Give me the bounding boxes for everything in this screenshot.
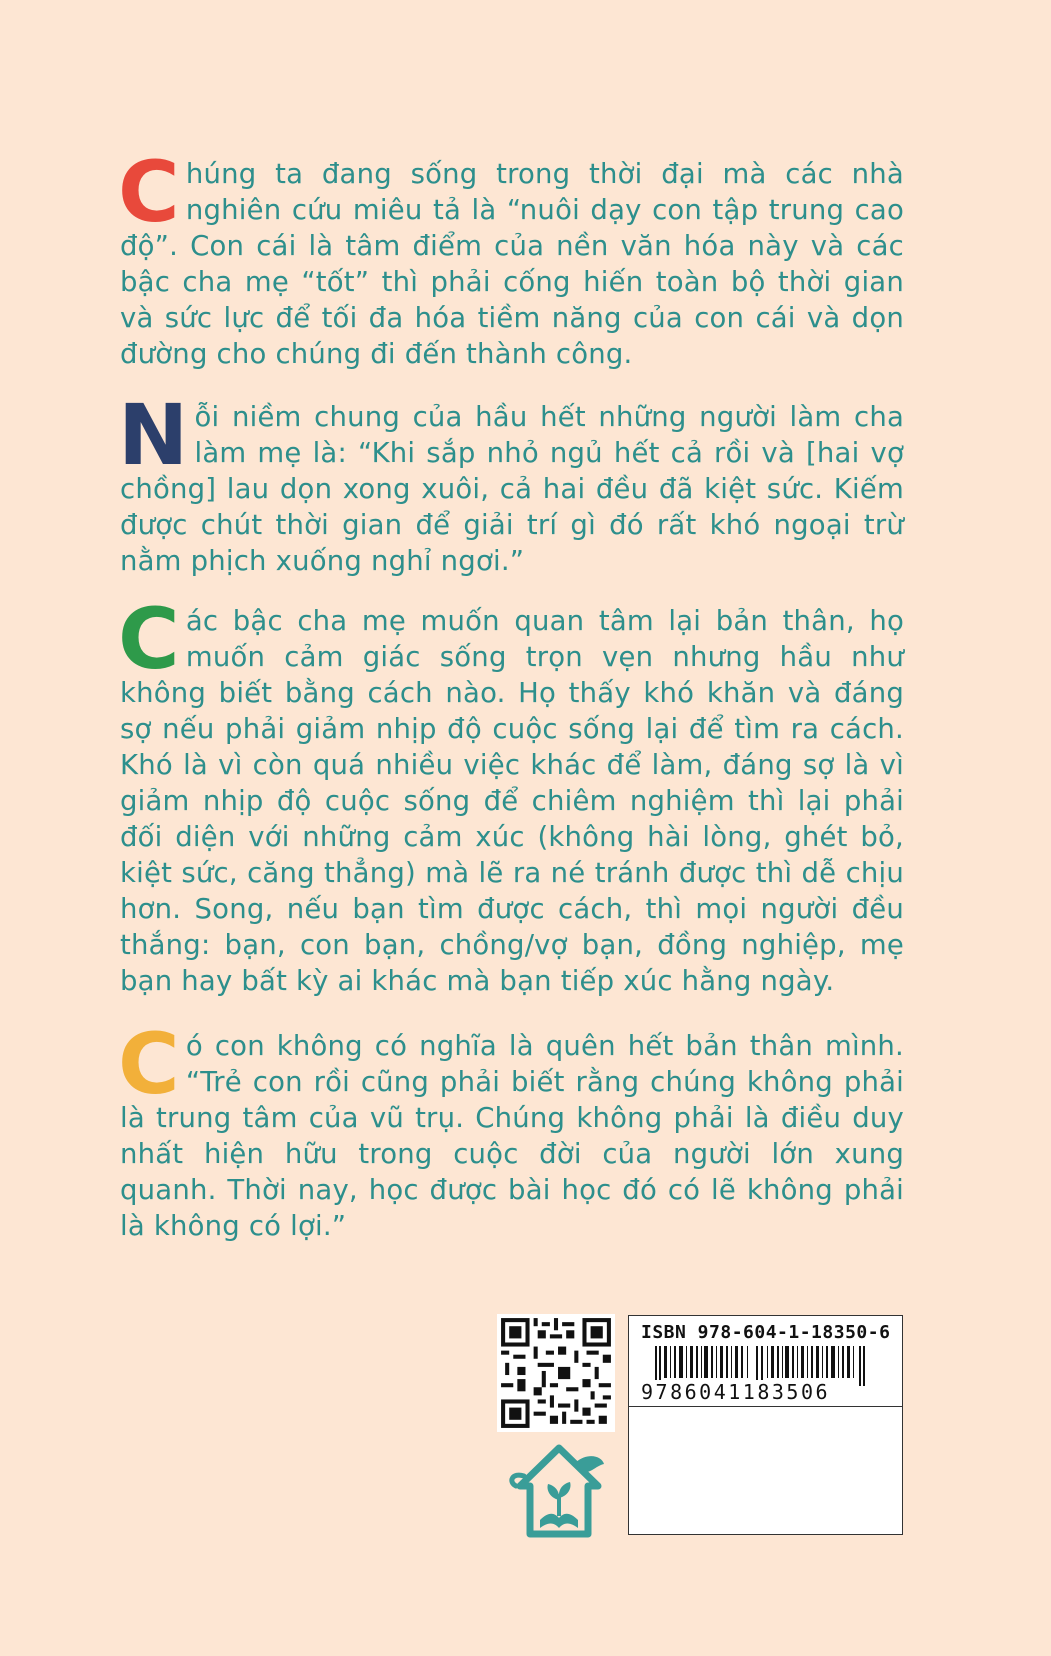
paragraph-2 — [118, 386, 904, 579]
paragraph-4 — [118, 1015, 904, 1244]
paragraph-3-text: ác bậc cha mẹ muốn quan tâm lại bản thân, họ muốn cảm giác sống trọn vẹn nhưng hầu như không biết bằng cách nào. Họ thấy khó khăn và đáng sợ nếu phải giảm nhịp độ cuộc sống lại để tìm ra cách. Khó là vì còn quá nhiều việc khác để làm, đáng sợ là vì giảm nhịp độ cuộc sống để chiêm nghiệm thì lại phải đối diện với những cảm xúc (không hài lòng, ghét bỏ, kiệt sức, căng thẳng) mà lẽ ra né tránh được thì dễ chịu hơn. Song, nếu bạn tìm được cách, thì mọi người đều thắng: bạn, con bạn, chồng/vợ bạn, đồng nghiệp, mẹ bạn hay bất kỳ ai khác mà bạn tiếp xúc hằng ngày. — [120, 605, 904, 997]
dropcap-4: C — [118, 1015, 180, 1113]
dropcap-2: N — [118, 386, 189, 484]
publisher-logo-icon — [506, 1442, 612, 1546]
paragraph-2-text: ỗi niềm chung của hầu hết những người làm cha làm mẹ là: “Khi sắp nhỏ ngủ hết cả rồi và [hai vợ chồng] lau dọn xong xuôi, cả hai đều đã kiệt sức. Kiếm được chút thời gian để giải trí gì đó rất khó ngoại trừ nằm phịch xuống nghỉ ngơi.” — [120, 401, 904, 577]
barcode-area — [629, 1316, 902, 1407]
isbn-barcode — [628, 1315, 903, 1535]
paragraph-4-text: ó con không có nghĩa là quên hết bản thân mình. “Trẻ con rồi cũng phải biết rằng chúng không phải là trung tâm của vũ trụ. Chúng không phải là điều duy nhất hiện hữu trong cuộc đời của người lớn xung quanh. Thời nay, học được bài học đó có lẽ không phải là không có lợi.” — [120, 1030, 904, 1242]
paragraph-3 — [118, 590, 904, 999]
qr-code-icon — [497, 1314, 615, 1432]
dropcap-3: C — [118, 590, 180, 688]
isbn-label: ISBN 978-604-1-18350-6 — [641, 1322, 891, 1343]
dropcap-1: C — [118, 143, 180, 241]
paragraph-1-text: húng ta đang sống trong thời đại mà các nhà nghiên cứu miêu tả là “nuôi dạy con tập trung cao độ”. Con cái là tâm điểm của nền văn hóa này và các bậc cha mẹ “tốt” thì phải cống hiến toàn bộ thời gian và sức lực để tối đa hóa tiềm năng của con cái và dọn đường cho chúng đi đến thành công. — [120, 158, 904, 370]
paragraph-1 — [118, 143, 904, 372]
barcode-digits: 9786041183506 — [641, 1380, 831, 1404]
